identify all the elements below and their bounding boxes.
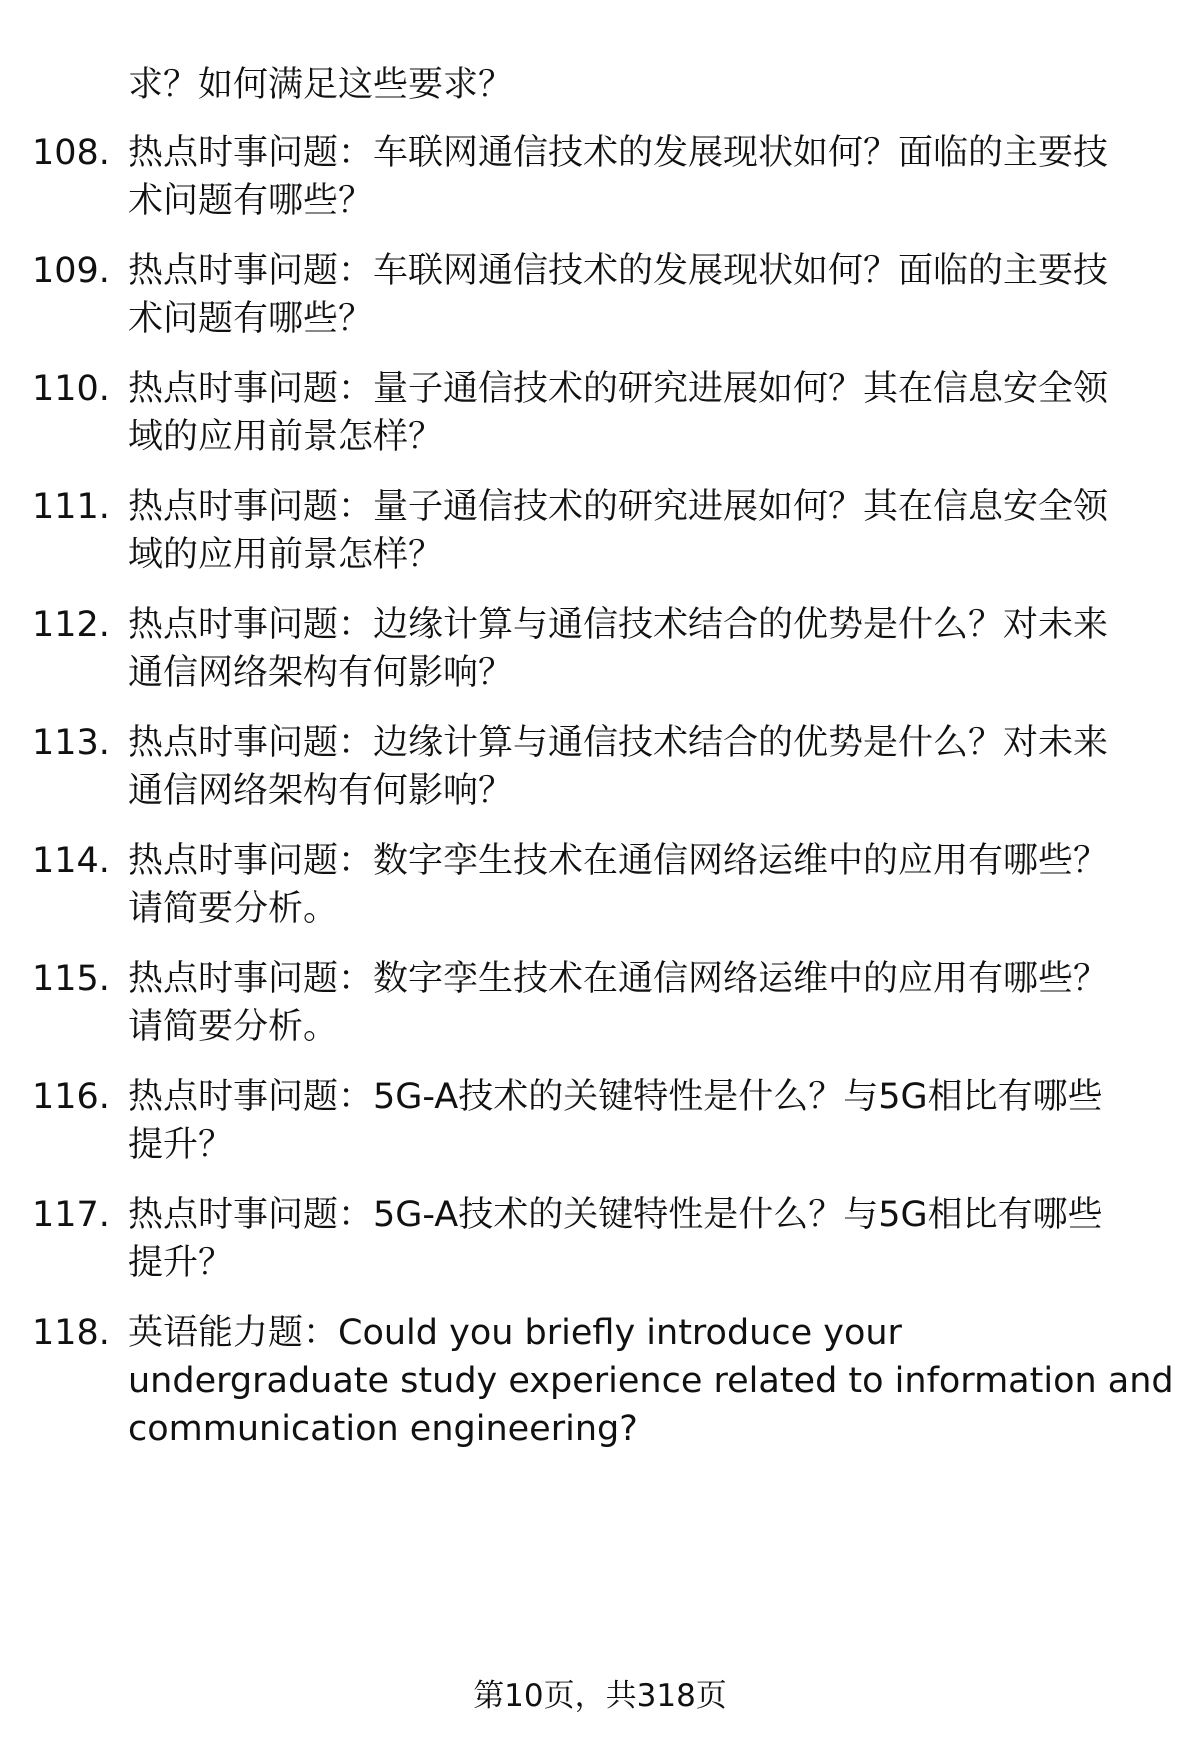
- item-text-line: 请简要分析。: [128, 889, 339, 929]
- item-text: [128, 1191, 1168, 1287]
- item-text-line: 域的应用前景怎样？: [128, 417, 444, 457]
- item-text-line: 术问题有哪些？: [128, 299, 374, 339]
- item-text-line: communication engineering?: [128, 1409, 638, 1449]
- item-number: 110.: [32, 369, 110, 409]
- item-number: 112.: [32, 605, 110, 645]
- item-text-line: 热点时事问题：边缘计算与通信技术结合的优势是什么？对未来: [128, 605, 1109, 645]
- item-text-line: 提升？: [128, 1125, 234, 1165]
- item-text-line: 热点时事问题：车联网通信技术的发展现状如何？面临的主要技: [128, 251, 1109, 291]
- item-text: [128, 247, 1168, 343]
- item-number: 115.: [32, 959, 110, 999]
- item-number: 111.: [32, 487, 110, 527]
- item-text-line: 热点时事问题：量子通信技术的研究进展如何？其在信息安全领: [128, 369, 1109, 409]
- item-number: 113.: [32, 723, 110, 763]
- item-text-line: 热点时事问题：数字孪生技术在通信网络运维中的应用有哪些？: [128, 959, 1109, 999]
- item-text: [128, 1073, 1168, 1169]
- item-text-line: 通信网络架构有何影响？: [128, 771, 514, 811]
- item-text-line: 域的应用前景怎样？: [128, 535, 444, 575]
- item-text: [128, 601, 1168, 697]
- item-text-line: 热点时事问题：车联网通信技术的发展现状如何？面临的主要技: [128, 133, 1109, 173]
- page-footer: 第10页，共318页: [473, 1678, 727, 1714]
- item-number: 108.: [32, 133, 110, 173]
- item-text-line: 热点时事问题：量子通信技术的研究进展如何？其在信息安全领: [128, 487, 1109, 527]
- item-text-line: 提升？: [128, 1243, 234, 1283]
- item-text-line: 热点时事问题：数字孪生技术在通信网络运维中的应用有哪些？: [128, 841, 1109, 881]
- item-text-line: 术问题有哪些？: [128, 181, 374, 221]
- item-text-line: 英语能力题：Could you briefly introduce your: [128, 1313, 902, 1353]
- item-number: 116.: [32, 1077, 110, 1117]
- item-number: 114.: [32, 841, 110, 881]
- item-number: 118.: [32, 1313, 110, 1353]
- item-text-line: 热点时事问题：边缘计算与通信技术结合的优势是什么？对未来: [128, 723, 1109, 763]
- item-text: [128, 483, 1168, 579]
- item-text-line: 热点时事问题：5G-A技术的关键特性是什么？与5G相比有哪些: [128, 1195, 1103, 1235]
- item-text: [128, 365, 1168, 461]
- continuation-line: 求？如何满足这些要求？: [128, 65, 514, 105]
- item-text-line: undergraduate study experience related to information and: [128, 1361, 1174, 1401]
- item-number: 109.: [32, 251, 110, 291]
- item-text-line: 热点时事问题：5G-A技术的关键特性是什么？与5G相比有哪些: [128, 1077, 1103, 1117]
- item-number: 117.: [32, 1195, 110, 1235]
- item-text: [128, 1309, 1174, 1453]
- item-text: [128, 129, 1168, 225]
- item-text: [128, 837, 1168, 933]
- item-text: [128, 955, 1168, 1051]
- item-text-line: 通信网络架构有何影响？: [128, 653, 514, 693]
- item-text-line: 请简要分析。: [128, 1007, 339, 1047]
- item-text: [128, 719, 1168, 815]
